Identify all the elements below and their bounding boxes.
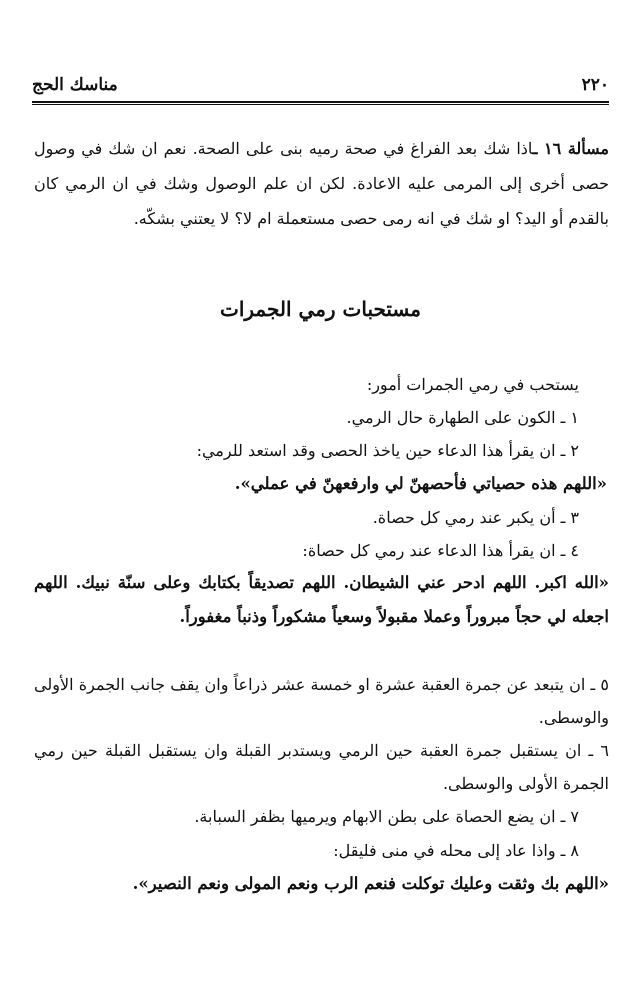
issue-text: اذا شك بعد الفراغ في صحة رميه بنى على الصحة. نعم ان شك في وصول حصى أخرى إلى المرمى عليه الاعادة. لكن ان علم الوصول وشك في ان الرمي كان بالقدم أو اليد؟ او شك في انه رمى حصى مستعملة ام لا؟ لا يعتني بشكّه. <box>34 139 609 228</box>
issue-label: مسألة ١٦ ـ <box>532 139 609 158</box>
item-8: ٨ ـ واذا عاد إلى محله في منى فليقل: <box>333 841 579 860</box>
item-2: ٢ ـ ان يقرأ هذا الدعاء حين ياخذ الحصى وقد استعد للرمي: <box>196 441 579 460</box>
item-3: ٣ ـ أن يكبر عند رمي كل حصاة. <box>372 508 579 527</box>
item-8-dua: «اللهم بك وثقت وعليك توكلت فنعم الرب ونعم المولى ونعم النصير». <box>132 874 609 893</box>
item-5: ٥ ـ ان يتبعد عن جمرة العقبة عشرة او خمسة عشر ذراعاً وان يقف جانب الجمرة الأولى والوسطى. <box>34 675 609 727</box>
page-number: ٢٢٠ <box>581 75 609 95</box>
item-2-dua: «اللهم هذه حصياتي فأحصهنّ لي وارفعهنّ في عملي». <box>234 474 607 493</box>
section-title: مستحبات رمي الجمرات <box>220 297 421 321</box>
item-4-dua: «الله اكبر. اللهم ادحر عني الشيطان. اللهم تصديقاً بكتابك وعلى سنّة نبيك. اللهم اجعله لي حجاً مبروراً وعملا مقبولاً وسعياً مشكوراً وذنباً مغفوراً. <box>34 573 609 626</box>
item-1: ١ ـ الكون على الطهارة حال الرمي. <box>346 408 579 427</box>
intro-line: يستحب في رمي الجمرات أمور: <box>366 375 579 394</box>
header-rule <box>32 101 609 103</box>
header-rule-thin <box>32 104 609 105</box>
item-7: ٧ ـ ان يضع الحصاة على بطن الابهام ويرميها بظفر السبابة. <box>194 807 579 826</box>
page-header <box>32 72 609 98</box>
issue-paragraph <box>34 131 609 236</box>
running-title: مناسك الحج <box>32 75 118 95</box>
item-4: ٤ ـ ان يقرأ هذا الدعاء عند رمي كل حصاة: <box>302 541 579 560</box>
item-6: ٦ ـ ان يستقبل جمرة العقبة حين الرمي ويستدبر القبلة وان يستقبل القبلة حين رمي الجمرة الأولى والوسطى. <box>34 741 609 793</box>
